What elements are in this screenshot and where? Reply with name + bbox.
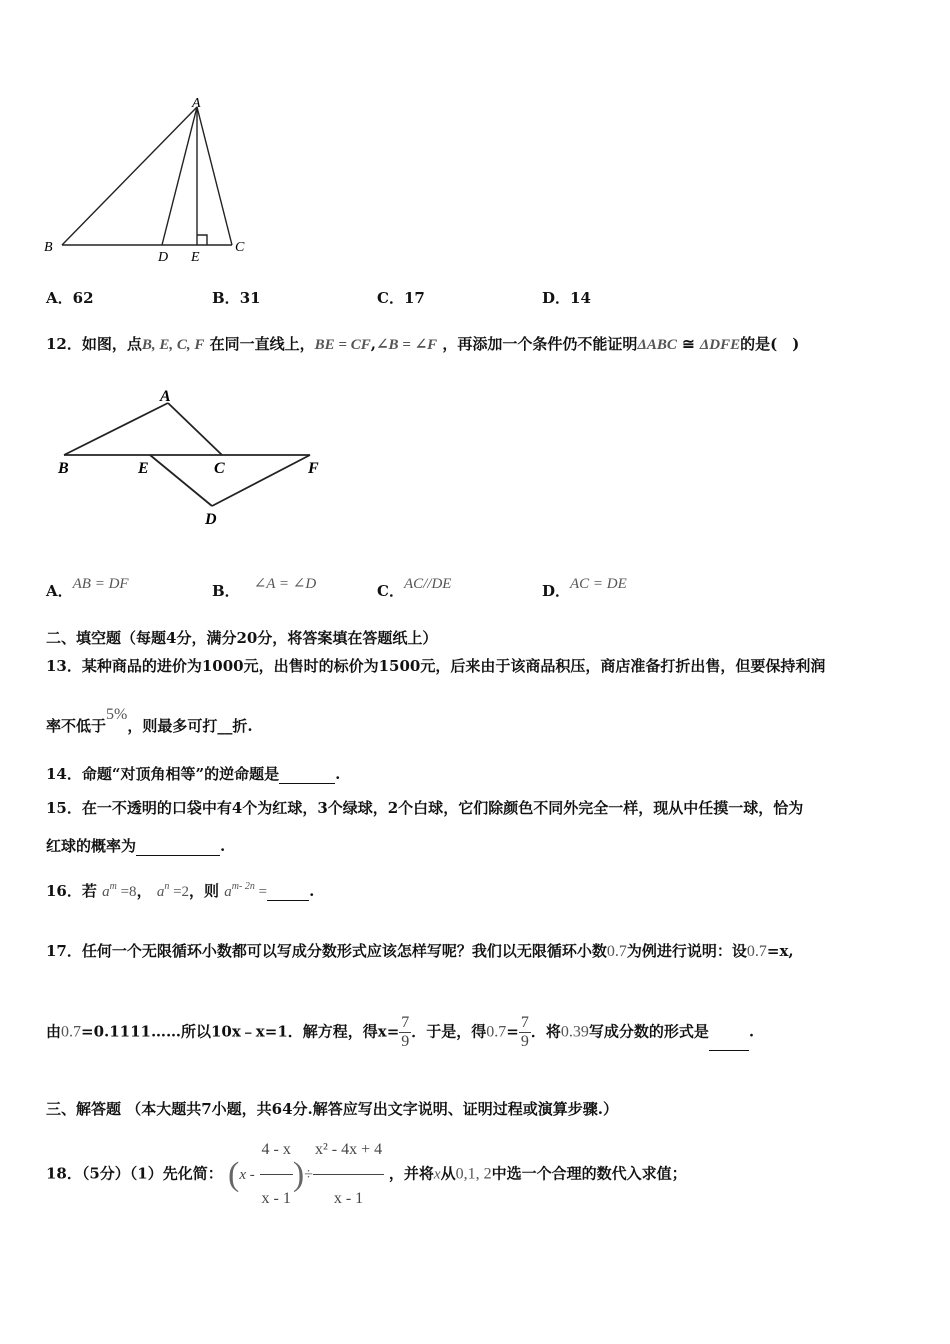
fraction-numerator: 7 (520, 1014, 529, 1031)
q12-text-1: 如图，点 (81, 335, 142, 353)
q16-text-3: ，则 (189, 882, 220, 900)
q12-option-d[interactable] (542, 572, 627, 600)
q17-fraction-1 (399, 1014, 411, 1051)
q11-triangle-figure (40, 95, 260, 270)
q12-question (46, 333, 799, 354)
option-value: 62 (72, 289, 94, 307)
q17-text-10: . (748, 1022, 755, 1041)
q13-text-2: ，则最多可打__折. (127, 717, 253, 735)
option-letter: A． (46, 582, 73, 600)
math-exponent: m- 2n (231, 881, 255, 892)
segment-ed (150, 455, 212, 506)
q12-figure-lines (64, 403, 310, 506)
q13-line-2 (46, 706, 253, 736)
q17-text-7: = (506, 1022, 519, 1041)
segment-df (212, 455, 310, 506)
right-paren: ) (292, 1155, 305, 1193)
q11-label-d: D (158, 250, 169, 265)
option-value: AC//DE (403, 576, 452, 592)
q12-label-e: E (138, 460, 149, 477)
q16-math-1 (102, 881, 137, 900)
q12-label-f: F (308, 460, 319, 477)
q11-label-a: A (192, 96, 201, 111)
q17-repeating-decimal-4: 0.7 (486, 1023, 507, 1041)
section-3-title: 三、解答题 （本大题共7小题，共64分.解答应写出文字说明、证明过程或演算步骤.） (46, 1100, 618, 1118)
q18-text-4: 中选一个合理的数代入求值； (491, 1164, 687, 1183)
q17-line-2 (46, 1014, 754, 1051)
fraction-numerator: 4 - x (261, 1141, 291, 1158)
option-letter: C． (377, 289, 404, 307)
q12-text-2: 在同一直线上， (209, 335, 315, 353)
q13-line-1: 13．某种商品的进价为1000元，出售时的标价为1500元，后来由于该商品积压，商店准备打折出售，但要保持利润 (46, 657, 826, 675)
q12-congruent-symbol: ≅ (682, 335, 695, 353)
fraction-denominator: 9 (401, 1033, 410, 1050)
q17-text-8: ．将 (530, 1022, 561, 1041)
q12-option-b[interactable] (212, 572, 317, 600)
q12-option-a[interactable] (46, 572, 129, 600)
q15-text-1: 红球的概率为 (46, 837, 137, 855)
fraction-denominator: 9 (520, 1033, 529, 1050)
section-2-title: 二、填空题（每题4分，满分20分，将答案填在答题纸上） (46, 629, 438, 647)
q17-text-1: 17．任何一个无限循环小数都可以写成分数形式应该怎样写呢？我们以无限循环小数 (46, 942, 607, 960)
q17-repeating-decimal-1 (607, 943, 627, 960)
question-number: 12． (46, 335, 82, 353)
math-exponent: m (109, 881, 117, 892)
q17-text-3: =x, (766, 942, 794, 960)
q12-figure (50, 383, 340, 533)
q16-answer-blank[interactable] (267, 885, 309, 901)
q12-text-3: , (370, 335, 376, 353)
expr-divide: ÷ (304, 1165, 313, 1183)
fraction-denominator: x - 1 (313, 1174, 384, 1223)
q18-expression (227, 1141, 389, 1207)
fraction-numerator: x² - 4x + 4 (314, 1141, 383, 1158)
q16-text-2: ， (136, 882, 152, 900)
segment-ab (62, 107, 197, 245)
q16-math-2 (156, 881, 190, 900)
option-letter: B． (212, 582, 240, 600)
q12-math-abc: ΔABC (637, 337, 677, 353)
q18-math-x: x (433, 1166, 441, 1183)
q16-math-3 (224, 881, 268, 900)
q16-text-1: 16．若 (46, 882, 97, 900)
math-value: = (254, 884, 268, 900)
right-angle-mark (197, 235, 207, 245)
q18-math-set: 0,1, 2 (455, 1165, 492, 1183)
q12-label-a: A (160, 388, 171, 405)
math-base: a (156, 884, 165, 900)
option-value: AC = DE (570, 576, 627, 592)
q17-text-4: 由 (46, 1022, 62, 1041)
q15-line-2 (46, 835, 225, 856)
math-value: =8 (116, 884, 137, 900)
q17-repeating-decimal-3: 0.7 (61, 1023, 82, 1041)
q12-math-be-cf: BE = CF (314, 337, 371, 353)
option-letter: B． (212, 289, 240, 307)
q11-label-b: B (44, 240, 53, 255)
q12-label-d: D (205, 511, 217, 528)
option-value: ∠A = ∠D (253, 576, 317, 592)
q18-text-1: 18．（5分）（1）先化简： (46, 1164, 223, 1183)
q11-label-c: C (235, 240, 245, 255)
math-value: =2 (169, 884, 190, 900)
q11-option-b[interactable] (212, 287, 261, 308)
segment-ad (162, 107, 197, 245)
segment-ba (64, 403, 168, 455)
left-paren: ( (227, 1155, 240, 1193)
math-value: 0.7 (606, 943, 627, 960)
segment-ac (168, 403, 222, 455)
q17-repeating-decimal-2 (747, 943, 767, 960)
option-value: AB = DF (72, 576, 129, 592)
q12-label-b: B (58, 460, 69, 477)
q11-option-d[interactable] (542, 287, 591, 308)
q17-text-5: =0.1111……所以10x﹣x=1．解方程，得x= (81, 1022, 400, 1041)
fraction-denominator: x - 1 (260, 1174, 293, 1223)
q15-line-1: 15．在一不透明的口袋中有4个为红球，3个绿球，2个白球，它们除颜色不同外完全一样，现从中任摸一球，恰为 (46, 799, 804, 817)
math-exponent: n (164, 881, 170, 892)
option-letter: D． (542, 582, 571, 600)
option-letter: D． (542, 289, 571, 307)
q12-math-angles: ∠B = ∠F (375, 337, 438, 353)
q18-question (46, 1126, 687, 1223)
expr-fraction-1 (260, 1126, 293, 1223)
option-value: 17 (403, 289, 425, 307)
q12-text-4: ，再添加一个条件仍不能证明 (442, 335, 638, 353)
math-base: a (224, 884, 232, 900)
q11-option-a[interactable] (46, 287, 94, 308)
q17-answer-blank[interactable] (709, 1035, 749, 1051)
q11-label-e: E (191, 250, 200, 265)
q14-answer-blank[interactable] (279, 768, 335, 784)
q17-text-6: ．于是，得 (411, 1022, 487, 1041)
expr-x-minus: x - (239, 1166, 255, 1183)
q16-text-4: . (309, 882, 315, 900)
fraction-numerator: 7 (401, 1014, 410, 1031)
q17-repeating-decimal-5: 0.39 (560, 1023, 589, 1041)
q13-text-1: 率不低于 (46, 717, 107, 735)
math-value: 0.7 (746, 943, 767, 960)
q14-text-2: . (335, 765, 341, 783)
q18-text-2: ，并将 (388, 1164, 434, 1183)
option-value: 14 (570, 289, 591, 307)
q13-math-percent: 5% (106, 706, 128, 723)
q17-fraction-2 (519, 1014, 531, 1051)
q14-text-1: 14．命题“对顶角相等”的逆命题是 (46, 765, 280, 783)
q15-answer-blank[interactable] (136, 840, 220, 856)
q17-line-1 (46, 940, 794, 961)
q17-text-2: 为例进行说明：设 (626, 942, 747, 960)
q12-option-c[interactable] (377, 572, 452, 600)
q16-question (46, 880, 314, 901)
q12-text-6: 的是( ) (740, 335, 800, 353)
option-letter: A． (46, 289, 73, 307)
q15-text-2: . (220, 837, 226, 855)
q18-text-3: 从 (440, 1164, 456, 1183)
q14-question (46, 763, 340, 784)
q12-label-c: C (214, 460, 225, 477)
q12-math-dfe: ΔDFE (699, 337, 741, 353)
q11-option-c[interactable] (377, 287, 425, 308)
option-value: 31 (239, 289, 261, 307)
q17-text-9: 写成分数的形式是 (588, 1022, 709, 1041)
q11-figure-lines (62, 107, 232, 245)
option-letter: C． (377, 582, 404, 600)
math-base: a (102, 884, 110, 900)
segment-ac (197, 107, 232, 245)
expr-fraction-2 (313, 1126, 384, 1223)
q12-math-points: B, E, C, F (141, 337, 205, 353)
